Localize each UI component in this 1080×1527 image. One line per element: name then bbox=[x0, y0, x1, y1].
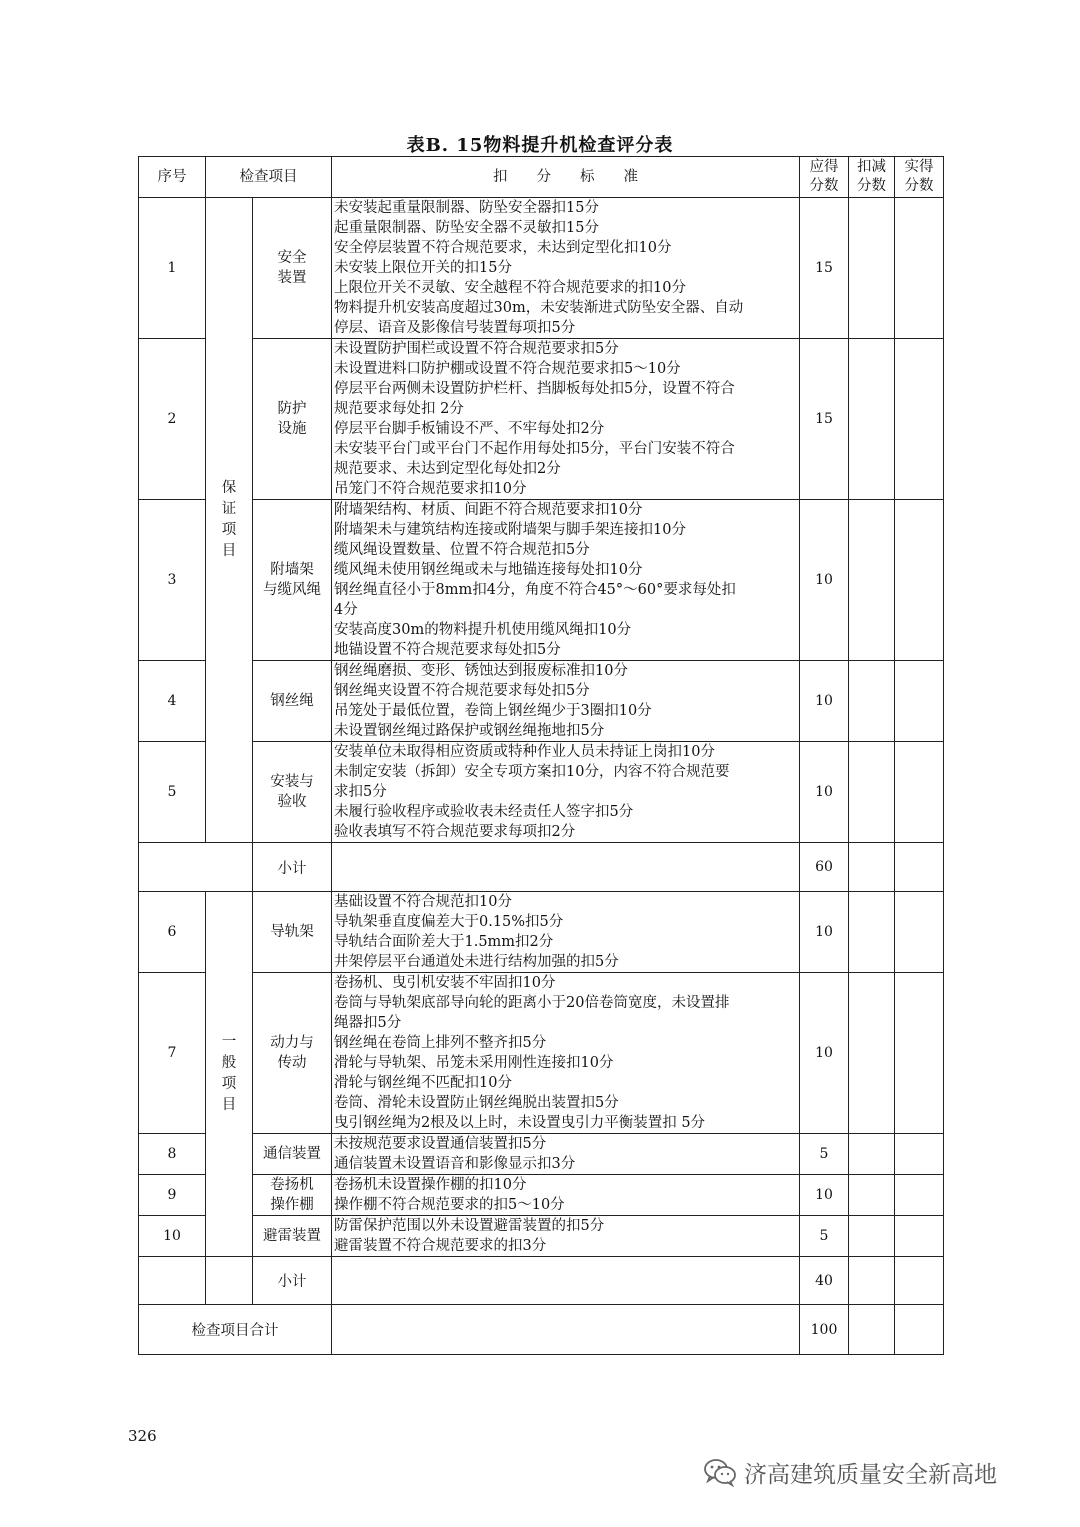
row-deduct bbox=[849, 661, 895, 742]
total-actual bbox=[895, 1305, 944, 1355]
criteria-line: 附墙架未与建筑结构连接或附墙架与脚手架连接扣10分 bbox=[334, 522, 686, 538]
watermark bbox=[702, 1452, 997, 1492]
row-seq: 3 bbox=[139, 500, 206, 661]
category-cell bbox=[206, 198, 253, 843]
total-row bbox=[139, 1305, 944, 1355]
criteria-line: 基础设置不符合规范扣10分 bbox=[334, 894, 512, 910]
header-actual-line: 实得 bbox=[904, 159, 934, 175]
header-deduct-line: 分数 bbox=[857, 178, 886, 194]
row-seq: 9 bbox=[139, 1175, 206, 1216]
row-full-score: 10 bbox=[800, 500, 849, 661]
criteria-line: 未制定安装（拆卸）安全专项方案扣10分，内容不符合规范要 bbox=[334, 764, 730, 780]
row-deduct bbox=[849, 1175, 895, 1216]
subtotal-deduct bbox=[849, 1257, 895, 1305]
header-full-score-line: 应得 bbox=[809, 159, 839, 175]
subtotal-label: 小计 bbox=[253, 843, 332, 892]
criteria-line: 钢丝绳夹设置不符合规范要求每处扣5分 bbox=[334, 683, 590, 699]
row-actual bbox=[895, 500, 944, 661]
criteria-line: 上限位开关不灵敏、安全越程不符合规范要求的扣10分 bbox=[334, 280, 686, 296]
criteria-line: 避雷装置不符合规范要求的扣3分 bbox=[334, 1238, 547, 1254]
row-item-line: 与缆风绳 bbox=[263, 582, 321, 598]
row-full-score: 15 bbox=[800, 339, 849, 500]
watermark-text: 济高建筑质量安全新高地 bbox=[744, 1461, 997, 1488]
row-deduct bbox=[849, 973, 895, 1134]
row-seq: 5 bbox=[139, 742, 206, 843]
table-row bbox=[139, 339, 944, 500]
table-row bbox=[139, 1134, 944, 1175]
header-deduct-line: 扣减 bbox=[857, 159, 886, 175]
row-item bbox=[253, 973, 332, 1134]
row-criteria bbox=[332, 892, 800, 973]
row-full-score: 10 bbox=[800, 1175, 849, 1216]
row-item-line: 安全 bbox=[277, 250, 307, 266]
criteria-line: 卷筒与导轨架底部导向轮的距离小于20倍卷筒宽度，未设置排 bbox=[334, 995, 730, 1011]
criteria-line: 导轨结合面阶差大于1.5mm扣2分 bbox=[334, 934, 554, 950]
criteria-line: 起重量限制器、防坠安全器不灵敏扣15分 bbox=[334, 220, 599, 236]
row-item-line: 装置 bbox=[277, 270, 307, 286]
row-item-line: 验收 bbox=[277, 794, 307, 810]
row-seq: 7 bbox=[139, 973, 206, 1134]
table-row bbox=[139, 742, 944, 843]
row-criteria bbox=[332, 500, 800, 661]
row-seq: 2 bbox=[139, 339, 206, 500]
row-criteria bbox=[332, 973, 800, 1134]
row-item-line: 防护 bbox=[277, 401, 307, 417]
row-item bbox=[253, 1175, 332, 1216]
criteria-line: 通信装置未设置语音和影像显示扣3分 bbox=[334, 1156, 576, 1172]
row-item bbox=[253, 1134, 332, 1175]
header-full-score bbox=[800, 157, 849, 198]
row-criteria bbox=[332, 661, 800, 742]
criteria-line: 吊笼门不符合规范要求扣10分 bbox=[334, 481, 527, 497]
category-cell bbox=[206, 892, 253, 1257]
table-row bbox=[139, 500, 944, 661]
row-item bbox=[253, 742, 332, 843]
category-label: 一般项目 bbox=[221, 1034, 237, 1113]
row-full-score: 5 bbox=[800, 1216, 849, 1257]
total-label: 检查项目合计 bbox=[139, 1305, 332, 1355]
table-row bbox=[139, 892, 944, 973]
row-item-line: 导轨架 bbox=[270, 924, 314, 940]
criteria-line: 曳引钢丝绳为2根及以上时，未设置曳引力平衡装置扣 5分 bbox=[334, 1115, 706, 1131]
subtotal-row bbox=[139, 843, 944, 892]
criteria-line: 停层、语音及影像信号装置每项扣5分 bbox=[334, 320, 576, 336]
header-seq: 序号 bbox=[139, 157, 206, 198]
row-full-score: 10 bbox=[800, 661, 849, 742]
criteria-line: 停层平台两侧未设置防护栏杆、挡脚板每处扣5分，设置不符合 bbox=[334, 381, 735, 397]
criteria-line: 未安装上限位开关的扣15分 bbox=[334, 260, 512, 276]
criteria-line: 钢丝绳直径小于8mm扣4分，角度不符合45°～60°要求每处扣 bbox=[334, 582, 736, 598]
criteria-line: 地锚设置不符合规范要求每处扣5分 bbox=[334, 642, 561, 658]
subtotal-deduct bbox=[849, 843, 895, 892]
table-row bbox=[139, 198, 944, 339]
row-item bbox=[253, 892, 332, 973]
row-item-line: 安装与 bbox=[270, 774, 314, 790]
header-actual-line: 分数 bbox=[904, 178, 934, 194]
criteria-line: 吊笼处于最低位置，卷筒上钢丝绳少于3圈扣10分 bbox=[334, 703, 652, 719]
row-criteria bbox=[332, 1175, 800, 1216]
row-actual bbox=[895, 1216, 944, 1257]
table-row bbox=[139, 1175, 944, 1216]
row-criteria bbox=[332, 198, 800, 339]
total-criteria bbox=[332, 1305, 800, 1355]
row-seq: 10 bbox=[139, 1216, 206, 1257]
criteria-line: 未设置进料口防护棚或设置不符合规范要求扣5～10分 bbox=[334, 361, 681, 377]
header-item: 检查项目 bbox=[206, 157, 332, 198]
row-full-score: 10 bbox=[800, 973, 849, 1134]
criteria-line: 附墙架结构、材质、间距不符合规范要求扣10分 bbox=[334, 502, 643, 518]
criteria-line: 安全停层装置不符合规范要求，未达到定型化扣10分 bbox=[334, 240, 672, 256]
header-deduct bbox=[849, 157, 895, 198]
row-item-line: 传动 bbox=[277, 1055, 307, 1071]
row-deduct bbox=[849, 339, 895, 500]
criteria-line: 缆风绳设置数量、位置不符合规范扣5分 bbox=[334, 542, 590, 558]
criteria-line: 安装高度30m的物料提升机使用缆风绳扣10分 bbox=[334, 622, 632, 638]
criteria-line: 绳器扣5分 bbox=[334, 1015, 402, 1031]
subtotal-criteria bbox=[332, 843, 800, 892]
header-full-score-line: 分数 bbox=[809, 178, 839, 194]
criteria-line: 未设置防护围栏或设置不符合规范要求扣5分 bbox=[334, 341, 619, 357]
criteria-line: 卷扬机未设置操作棚的扣10分 bbox=[334, 1177, 527, 1193]
scoring-table bbox=[138, 156, 944, 1355]
header-criteria: 扣 分 标 准 bbox=[332, 157, 800, 198]
row-item bbox=[253, 1216, 332, 1257]
row-item bbox=[253, 198, 332, 339]
row-deduct bbox=[849, 1216, 895, 1257]
criteria-line: 未按规范要求设置通信装置扣5分 bbox=[334, 1136, 547, 1152]
criteria-line: 物料提升机安装高度超过30m，未安装渐进式防坠安全器、自动 bbox=[334, 300, 744, 316]
row-full-score: 5 bbox=[800, 1134, 849, 1175]
row-item-line: 设施 bbox=[277, 421, 307, 437]
row-item-line: 动力与 bbox=[270, 1035, 314, 1051]
subtotal-score: 60 bbox=[800, 843, 849, 892]
criteria-line: 停层平台脚手板铺设不严、不牢每处扣2分 bbox=[334, 421, 605, 437]
row-seq: 4 bbox=[139, 661, 206, 742]
subtotal-criteria bbox=[332, 1257, 800, 1305]
criteria-line: 钢丝绳在卷筒上排列不整齐扣5分 bbox=[334, 1035, 547, 1051]
subtotal-score: 40 bbox=[800, 1257, 849, 1305]
subtotal-blank bbox=[206, 1257, 253, 1305]
subtotal-actual bbox=[895, 1257, 944, 1305]
criteria-line: 防雷保护范围以外未设置避雷装置的扣5分 bbox=[334, 1218, 605, 1234]
row-item bbox=[253, 339, 332, 500]
row-criteria bbox=[332, 742, 800, 843]
row-deduct bbox=[849, 892, 895, 973]
row-deduct bbox=[849, 1134, 895, 1175]
row-item-line: 卷扬机 bbox=[270, 1177, 314, 1193]
row-item-line: 附墙架 bbox=[270, 562, 314, 578]
row-item-line: 避雷装置 bbox=[263, 1228, 321, 1244]
total-score: 100 bbox=[800, 1305, 849, 1355]
row-actual bbox=[895, 339, 944, 500]
table-row bbox=[139, 1216, 944, 1257]
criteria-line: 未安装起重量限制器、防坠安全器扣15分 bbox=[334, 200, 599, 216]
row-item bbox=[253, 500, 332, 661]
row-item-line: 操作棚 bbox=[270, 1197, 314, 1213]
row-actual bbox=[895, 973, 944, 1134]
subtotal-label: 小计 bbox=[253, 1257, 332, 1305]
row-full-score: 10 bbox=[800, 892, 849, 973]
criteria-line: 滑轮与导轨架、吊笼未采用刚性连接扣10分 bbox=[334, 1055, 614, 1071]
criteria-line: 卷筒、滑轮未设置防止钢丝绳脱出装置扣5分 bbox=[334, 1095, 619, 1111]
criteria-line: 井架停层平台通道处未进行结构加强的扣5分 bbox=[334, 954, 619, 970]
row-seq: 1 bbox=[139, 198, 206, 339]
criteria-line: 未安装平台门或平台门不起作用每处扣5分，平台门安装不符合 bbox=[334, 441, 735, 457]
row-item-line: 通信装置 bbox=[263, 1146, 321, 1162]
row-criteria bbox=[332, 339, 800, 500]
wechat-icon bbox=[702, 1454, 738, 1490]
row-item-line: 钢丝绳 bbox=[270, 693, 314, 709]
table-title: 表B. 15物料提升机检查评分表 bbox=[406, 135, 674, 156]
criteria-line: 缆风绳未使用钢丝绳或未与地锚连接每处扣10分 bbox=[334, 562, 643, 578]
header-actual bbox=[895, 157, 944, 198]
criteria-line: 操作棚不符合规范要求的扣5～10分 bbox=[334, 1197, 565, 1213]
criteria-line: 安装单位未取得相应资质或特种作业人员未持证上岗扣10分 bbox=[334, 744, 715, 760]
criteria-line: 滑轮与钢丝绳不匹配扣10分 bbox=[334, 1075, 512, 1091]
row-actual bbox=[895, 661, 944, 742]
row-actual bbox=[895, 1175, 944, 1216]
category-label: 保证项目 bbox=[221, 480, 237, 559]
row-deduct bbox=[849, 500, 895, 661]
criteria-line: 卷扬机、曳引机安装不牢固扣10分 bbox=[334, 975, 556, 991]
row-actual bbox=[895, 198, 944, 339]
row-criteria bbox=[332, 1134, 800, 1175]
subtotal-blank bbox=[139, 843, 253, 892]
page-number: 326 bbox=[128, 1427, 157, 1445]
row-full-score: 10 bbox=[800, 742, 849, 843]
table-row bbox=[139, 973, 944, 1134]
row-actual bbox=[895, 742, 944, 843]
criteria-line: 未履行验收程序或验收表未经责任人签字扣5分 bbox=[334, 804, 634, 820]
row-criteria bbox=[332, 1216, 800, 1257]
criteria-line: 规范要求、未达到定型化每处扣2分 bbox=[334, 461, 561, 477]
row-seq: 6 bbox=[139, 892, 206, 973]
criteria-line: 规范要求每处扣 2分 bbox=[334, 401, 464, 417]
row-deduct bbox=[849, 742, 895, 843]
criteria-line: 导轨架垂直度偏差大于0.15%扣5分 bbox=[334, 914, 564, 930]
row-item bbox=[253, 661, 332, 742]
table-row bbox=[139, 661, 944, 742]
row-full-score: 15 bbox=[800, 198, 849, 339]
criteria-line: 验收表填写不符合规范要求每项扣2分 bbox=[334, 824, 576, 840]
subtotal-row bbox=[139, 1257, 944, 1305]
subtotal-actual bbox=[895, 843, 944, 892]
row-deduct bbox=[849, 198, 895, 339]
criteria-line: 求扣5分 bbox=[334, 784, 387, 800]
row-seq: 8 bbox=[139, 1134, 206, 1175]
criteria-line: 4分 bbox=[334, 602, 358, 618]
header-row bbox=[139, 157, 944, 198]
total-deduct bbox=[849, 1305, 895, 1355]
criteria-line: 钢丝绳磨损、变形、锈蚀达到报废标准扣10分 bbox=[334, 663, 628, 679]
row-actual bbox=[895, 1134, 944, 1175]
criteria-line: 未设置钢丝绳过路保护或钢丝绳拖地扣5分 bbox=[334, 723, 605, 739]
subtotal-blank bbox=[139, 1257, 206, 1305]
row-actual bbox=[895, 892, 944, 973]
